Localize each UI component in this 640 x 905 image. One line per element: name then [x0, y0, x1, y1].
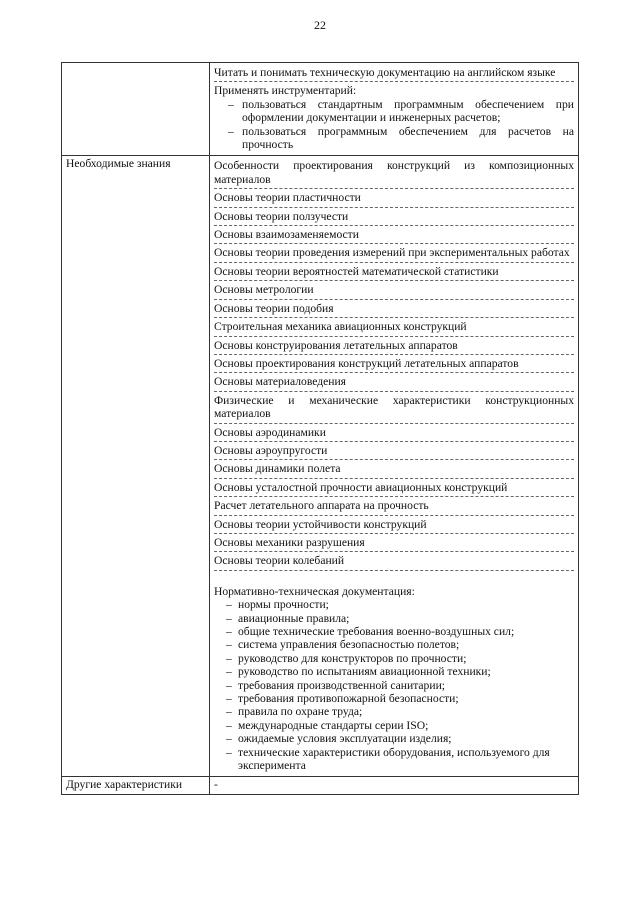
knowledge-item: Строительная механика авиационных конструкций	[214, 318, 574, 336]
knowledge-item: Основы конструирования летательных аппаратов	[214, 337, 574, 355]
knowledge-item: Основы механики разрушения	[214, 534, 574, 552]
knowledge-item: Расчет летательного аппарата на прочность	[214, 497, 574, 515]
normative-docs	[214, 571, 574, 775]
other-label: Другие характеристики	[62, 777, 210, 794]
knowledge-item: Физические и механические характеристики конструкционных материалов	[214, 392, 574, 424]
skills-content-cell	[210, 63, 579, 156]
knowledge-item: Основы метрологии	[214, 281, 574, 299]
list-item: – нормы прочности;	[214, 598, 574, 611]
list-item: – технические характеристики оборудования, используемого для эксперимента	[214, 746, 574, 773]
knowledge-item: Основы проектирования конструкций летательных аппаратов	[214, 355, 574, 373]
normative-docs-intro: Нормативно-техническая документация:	[214, 584, 415, 598]
competency-table	[61, 62, 579, 795]
list-item: – ожидаемые условия эксплуатации изделия;	[214, 732, 574, 745]
knowledge-item: Особенности проектирования конструкций из композиционных материалов	[214, 157, 574, 189]
skill-tools	[214, 82, 574, 153]
knowledge-row	[62, 156, 579, 777]
other-row	[62, 777, 579, 794]
list-item: – общие технические требования военно-воздушных сил;	[214, 625, 574, 638]
knowledge-item: Основы динамики полета	[214, 460, 574, 478]
knowledge-item: Основы теории подобия	[214, 300, 574, 318]
knowledge-item: Основы усталостной прочности авиационных конструкций	[214, 479, 574, 497]
skills-label-cell	[62, 63, 210, 156]
list-item: – руководство по испытаниям авиационной техники;	[214, 665, 574, 678]
list-item: – международные стандарты серии ISO;	[214, 719, 574, 732]
normative-docs-list	[214, 598, 574, 772]
other-value: -	[210, 777, 579, 794]
knowledge-item: Основы теории проведения измерений при экспериментальных работах	[214, 244, 574, 262]
skill-tools-list	[214, 98, 574, 152]
list-item: – требования противопожарной безопасности;	[214, 692, 574, 705]
knowledge-item: Основы теории устойчивости конструкций	[214, 516, 574, 534]
knowledge-content-cell	[210, 156, 579, 777]
knowledge-item: Основы взаимозаменяемости	[214, 226, 574, 244]
list-item: – система управления безопасностью полетов;	[214, 638, 574, 651]
list-item: – авиационные правила;	[214, 612, 574, 625]
list-item: – руководство для конструкторов по прочности;	[214, 652, 574, 665]
skills-row	[62, 63, 579, 156]
list-item: – требования производственной санитарии;	[214, 679, 574, 692]
knowledge-item: Основы аэроупругости	[214, 442, 574, 460]
list-item: – пользоваться программным обеспечением для расчетов на прочность	[214, 125, 574, 152]
skill-tools-intro: Применять инструментарий:	[214, 84, 357, 98]
page-number: 22	[314, 18, 326, 32]
knowledge-item: Основы теории пластичности	[214, 189, 574, 207]
knowledge-item: Основы аэродинамики	[214, 424, 574, 442]
knowledge-item: Основы теории ползучести	[214, 208, 574, 226]
list-item: – пользоваться стандартным программным обеспечением при оформлении документации и инженерных расчетов;	[214, 98, 574, 125]
knowledge-label: Необходимые знания	[62, 156, 210, 777]
knowledge-item: Основы теории вероятностей математической статистики	[214, 263, 574, 281]
skill-read-docs: Читать и понимать техническую документацию на английском языке	[214, 64, 574, 82]
knowledge-item: Основы теории колебаний	[214, 552, 574, 570]
list-item: – правила по охране труда;	[214, 705, 574, 718]
knowledge-item: Основы материаловедения	[214, 373, 574, 391]
